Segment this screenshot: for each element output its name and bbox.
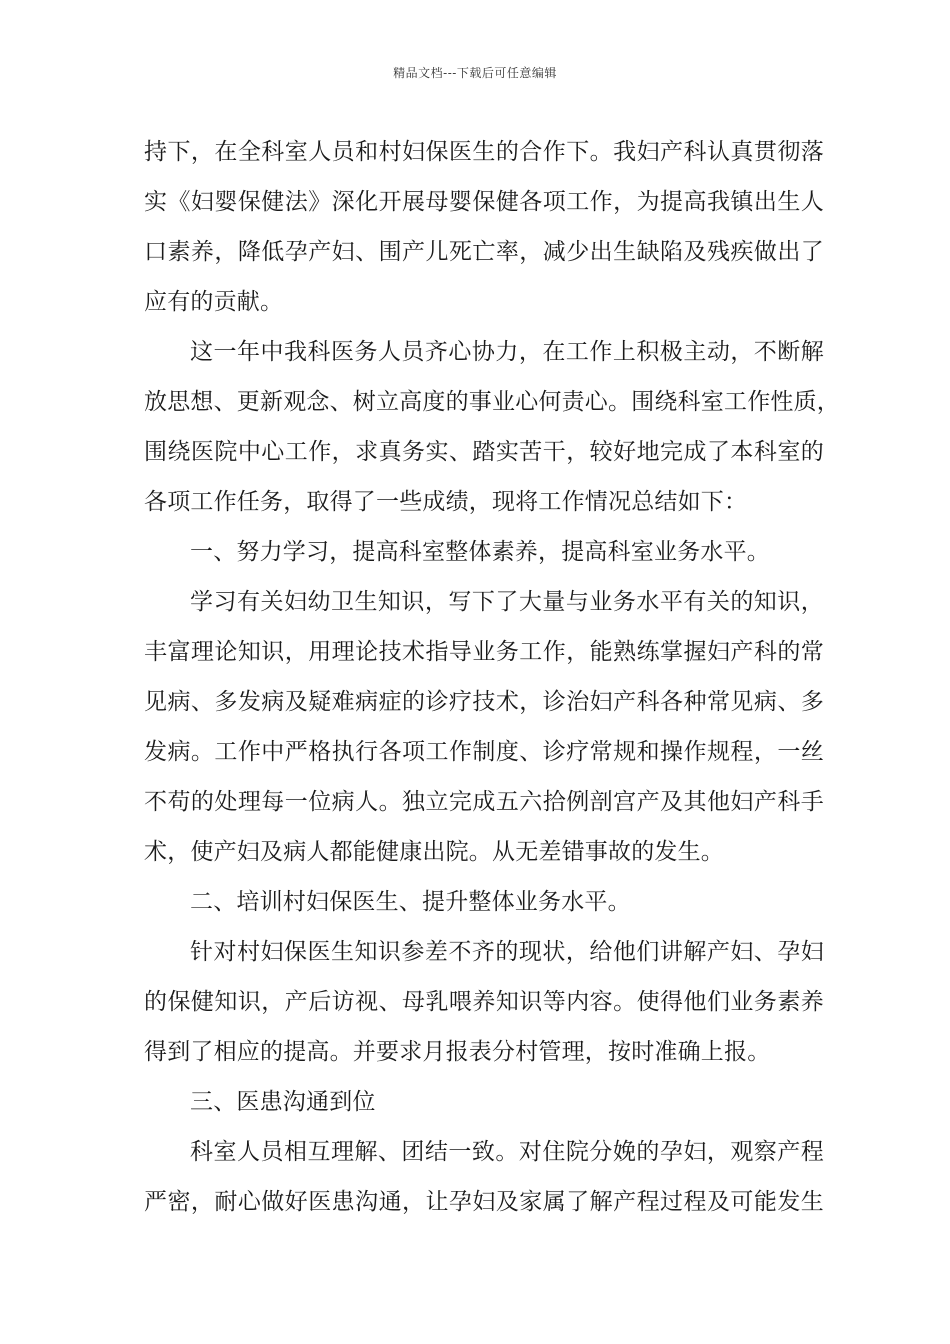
text-line: 严密，耐心做好医患沟通，让孕妇及家属了解产程过程及可能发生 xyxy=(144,1189,824,1215)
text-line: 放思想、更新观念、树立高度的事业心何责心。围绕科室工作性质， xyxy=(144,389,840,415)
text-line: 这一年中我科医务人员齐心协力，在工作上积极主动，不断解 xyxy=(190,339,824,365)
section-heading: 三、医患沟通到位 xyxy=(190,1089,376,1115)
text-line: 持下，在全科室人员和村妇保医生的合作下。我妇产科认真贯彻落 xyxy=(144,139,824,165)
text-line: 各项工作任务，取得了一些成绩，现将工作情况总结如下： xyxy=(144,489,748,515)
text-line: 围绕医院中心工作，求真务实、踏实苦干，较好地完成了本科室的 xyxy=(144,439,824,465)
document-body xyxy=(144,130,840,1230)
text-line: 应有的贡献。 xyxy=(144,289,284,315)
text-line: 的保健知识，产后访视、母乳喂养知识等内容。使得他们业务素养 xyxy=(144,989,824,1015)
text-line: 学习有关妇幼卫生知识，写下了大量与业务水平有关的知识， xyxy=(190,589,824,615)
text-line: 得到了相应的提高。并要求月报表分村管理，按时准确上报。 xyxy=(144,1039,771,1065)
text-line: 实《妇婴保健法》深化开展母婴保健各项工作，为提高我镇出生人 xyxy=(144,189,824,215)
text-line: 不苟的处理每一位病人。独立完成五六拾例剖宫产及其他妇产科手 xyxy=(144,789,824,815)
text-line: 术，使产妇及病人都能健康出院。从无差错事故的发生。 xyxy=(144,839,724,865)
section-heading: 一、努力学习，提高科室整体素养，提高科室业务水平。 xyxy=(190,539,770,565)
text-line: 针对村妇保医生知识参差不齐的现状，给他们讲解产妇、孕妇 xyxy=(190,939,824,965)
text-line: 丰富理论知识，用理论技术指导业务工作，能熟练掌握妇产科的常 xyxy=(144,639,824,665)
section-heading: 二、培训村妇保医生、提升整体业务水平。 xyxy=(190,889,631,915)
text-line: 发病。工作中严格执行各项工作制度、诊疗常规和操作规程，一丝 xyxy=(144,739,824,765)
text-line: 见病、多发病及疑难病症的诊疗技术，诊治妇产科各种常见病、多 xyxy=(144,689,824,715)
text-line: 口素养，降低孕产妇、围产儿死亡率，减少出生缺陷及残疾做出了 xyxy=(144,239,824,265)
page-header: 精品文档---下载后可任意编辑 xyxy=(393,66,557,80)
text-line: 科室人员相互理解、团结一致。对住院分娩的孕妇，观察产程 xyxy=(190,1139,824,1165)
